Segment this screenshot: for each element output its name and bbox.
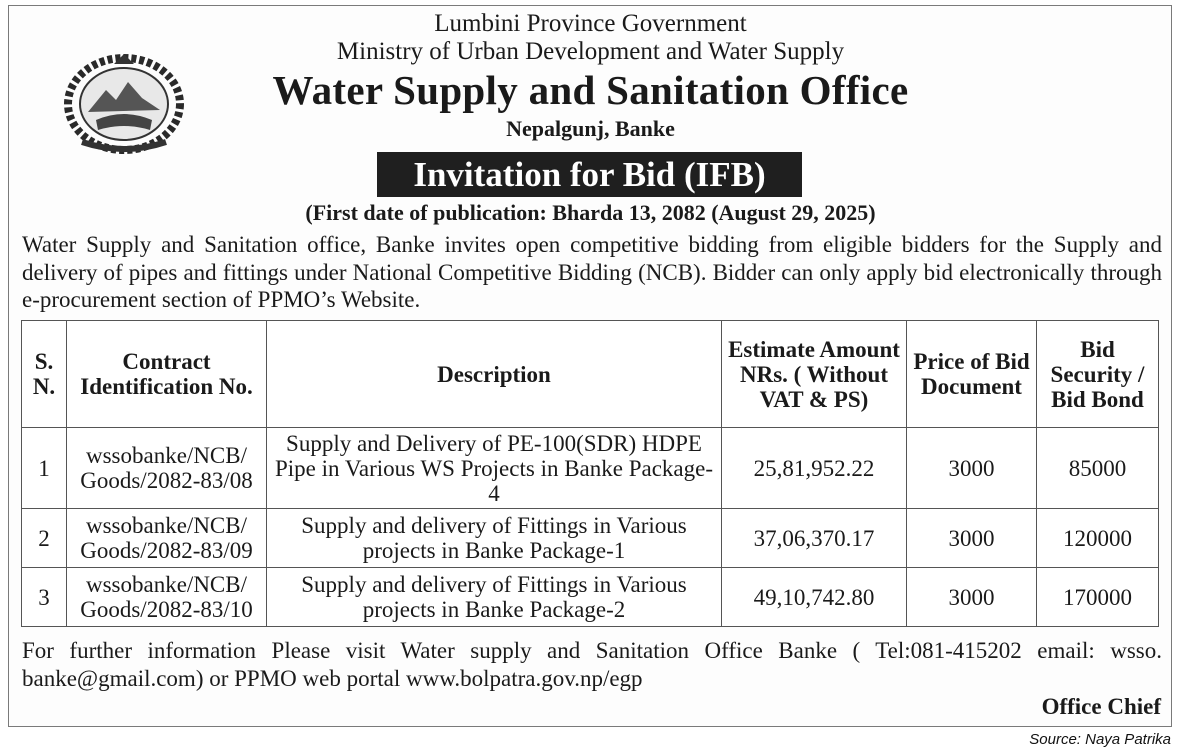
signature-office-chief: Office Chief xyxy=(1041,694,1161,719)
cell-description: Supply and Delivery of PE-100(SDR) HDPE Pipe in Various WS Projects in Banke Package-4 xyxy=(267,428,722,509)
cell-contract-id: wssobanke/NCB/ Goods/2082-83/08 xyxy=(67,428,267,509)
cell-sn: 2 xyxy=(22,509,67,568)
cell-contract-id: wssobanke/NCB/ Goods/2082-83/10 xyxy=(67,568,267,627)
cell-security: 120000 xyxy=(1037,509,1159,568)
header-description: Description xyxy=(267,321,722,428)
office-title: Water Supply and Sanitation Office xyxy=(272,67,909,113)
ifb-banner: Invitation for Bid (IFB) xyxy=(377,152,802,197)
table-header-row xyxy=(22,321,1159,428)
header-contract-id: Contract Identification No. xyxy=(67,321,267,428)
intro-paragraph: Water Supply and Sanitation office, Banke invites open competitive bidding from eligible bidders for the Supply and delivery of pipes and fittings under National Competitive Bidding (NCB). Bidder can only apply bid electronically through e-procurement section of PPMO’s Website. xyxy=(22,232,1162,312)
cell-price-doc: 3000 xyxy=(907,568,1037,627)
cell-contract-id: wssobanke/NCB/ Goods/2082-83/09 xyxy=(67,509,267,568)
cell-description: Supply and delivery of Fittings in Various projects in Banke Package-1 xyxy=(267,509,722,568)
header-security: Bid Security / Bid Bond xyxy=(1037,321,1159,428)
table-row xyxy=(22,568,1159,627)
cell-sn: 1 xyxy=(22,428,67,509)
ministry-line: Ministry of Urban Development and Water Supply xyxy=(336,38,845,65)
cell-security: 170000 xyxy=(1037,568,1159,627)
cell-price-doc: 3000 xyxy=(907,509,1037,568)
cell-description: Supply and delivery of Fittings in Various projects in Banke Package-2 xyxy=(267,568,722,627)
footer-contact-info: For further information Please visit Water supply and Sanitation Office Banke ( Tel:081-415202 email: wsso. banke@gmail.com) or PPMO web portal www.bolpatra.gov.np/egp xyxy=(22,638,1162,691)
header-estimate: Estimate Amount NRs. ( Without VAT & PS) xyxy=(722,321,907,428)
office-location: Nepalgunj, Banke xyxy=(506,116,675,141)
province-line: Lumbini Province Government xyxy=(434,10,747,37)
cell-price-doc: 3000 xyxy=(907,428,1037,509)
table-row xyxy=(22,428,1159,509)
cell-security: 85000 xyxy=(1037,428,1159,509)
cell-estimate: 37,06,370.17 xyxy=(722,509,907,568)
table-row xyxy=(22,509,1159,568)
publication-date: (First date of publication: Bharda 13, 2082 (August 29, 2025) xyxy=(305,200,876,225)
header-sn: S. N. xyxy=(22,321,67,428)
bid-table xyxy=(21,320,1159,627)
cell-estimate: 25,81,952.22 xyxy=(722,428,907,509)
header-price-doc: Price of Bid Document xyxy=(907,321,1037,428)
cell-sn: 3 xyxy=(22,568,67,627)
source-credit: Source: Naya Patrika xyxy=(1029,731,1171,748)
cell-estimate: 49,10,742.80 xyxy=(722,568,907,627)
